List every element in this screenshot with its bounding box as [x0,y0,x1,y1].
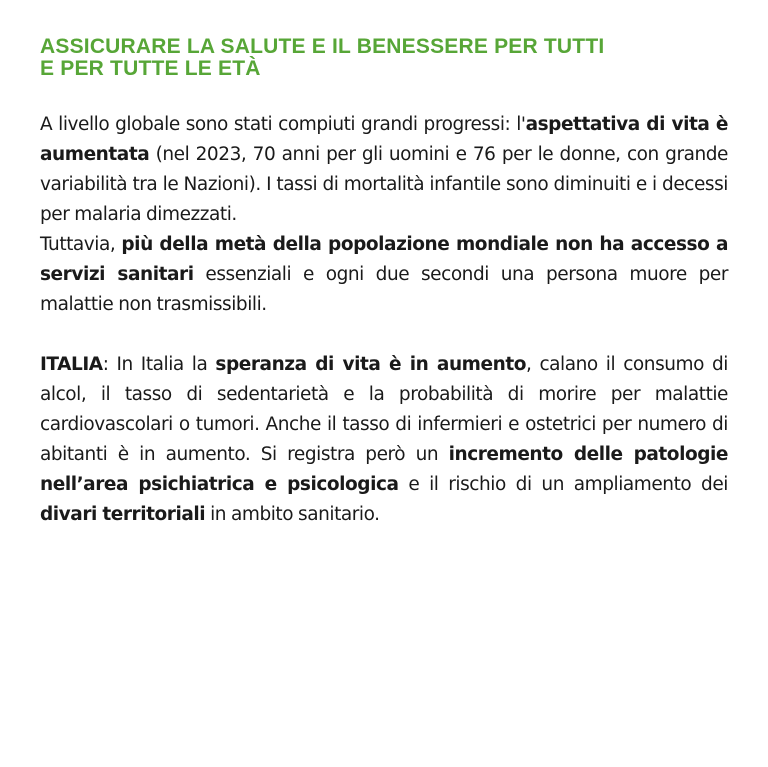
bold-segment: aspettativa di vita è aumentata [40,114,728,165]
text-segment: A livello globale sono stati compiuti grandi progressi: l' [40,114,526,135]
text-segment: (nel 2023, 70 anni per gli uomini e 76 per le donne, con grande variabilità tra le Nazioni). I tassi di mortalità infantile sono diminuiti e i decessi per malaria dimezzati. [40,144,728,225]
text-segment: , calano il consumo di alcol, il tasso di sedentarietà e la probabilità di morire per malattie cardiovascolari o tumori. Anche il tasso di infermieri e ostetrici per numero di abitanti è in aumento. Si registra però un [40,354,728,465]
bold-segment: divari territoriali [40,504,206,525]
body-text [40,110,728,530]
bold-segment-italia: ITALIA [40,354,103,375]
text-segment: Tuttavia, [40,234,122,255]
text-segment: in ambito sanitario. [205,504,380,525]
paragraph-italia [40,350,728,530]
bold-segment: speranza di vita è in aumento [215,354,526,375]
title-line-1: ASSICURARE LA SALUTE E IL BENESSERE PER TUTTI [40,35,605,58]
bold-segment: più della metà della popolazione mondiale non ha accesso a servizi sanitari [40,234,729,285]
title-line-2: E PER TUTTE LE ETÀ [40,57,261,80]
text-segment: e il rischio di un ampliamento dei [398,474,728,495]
bold-segment: incremento delle patologie nell’area psichiatrica e psicologica [40,444,729,495]
document-page [40,36,728,530]
text-segment: essenziali e ogni due secondi una persona muore per malattie non trasmissibili. [40,264,729,315]
paragraph-global-progress [40,110,728,230]
paragraph-healthcare-access [40,230,728,320]
page-title [40,36,728,80]
text-segment: : In Italia la [102,354,216,375]
